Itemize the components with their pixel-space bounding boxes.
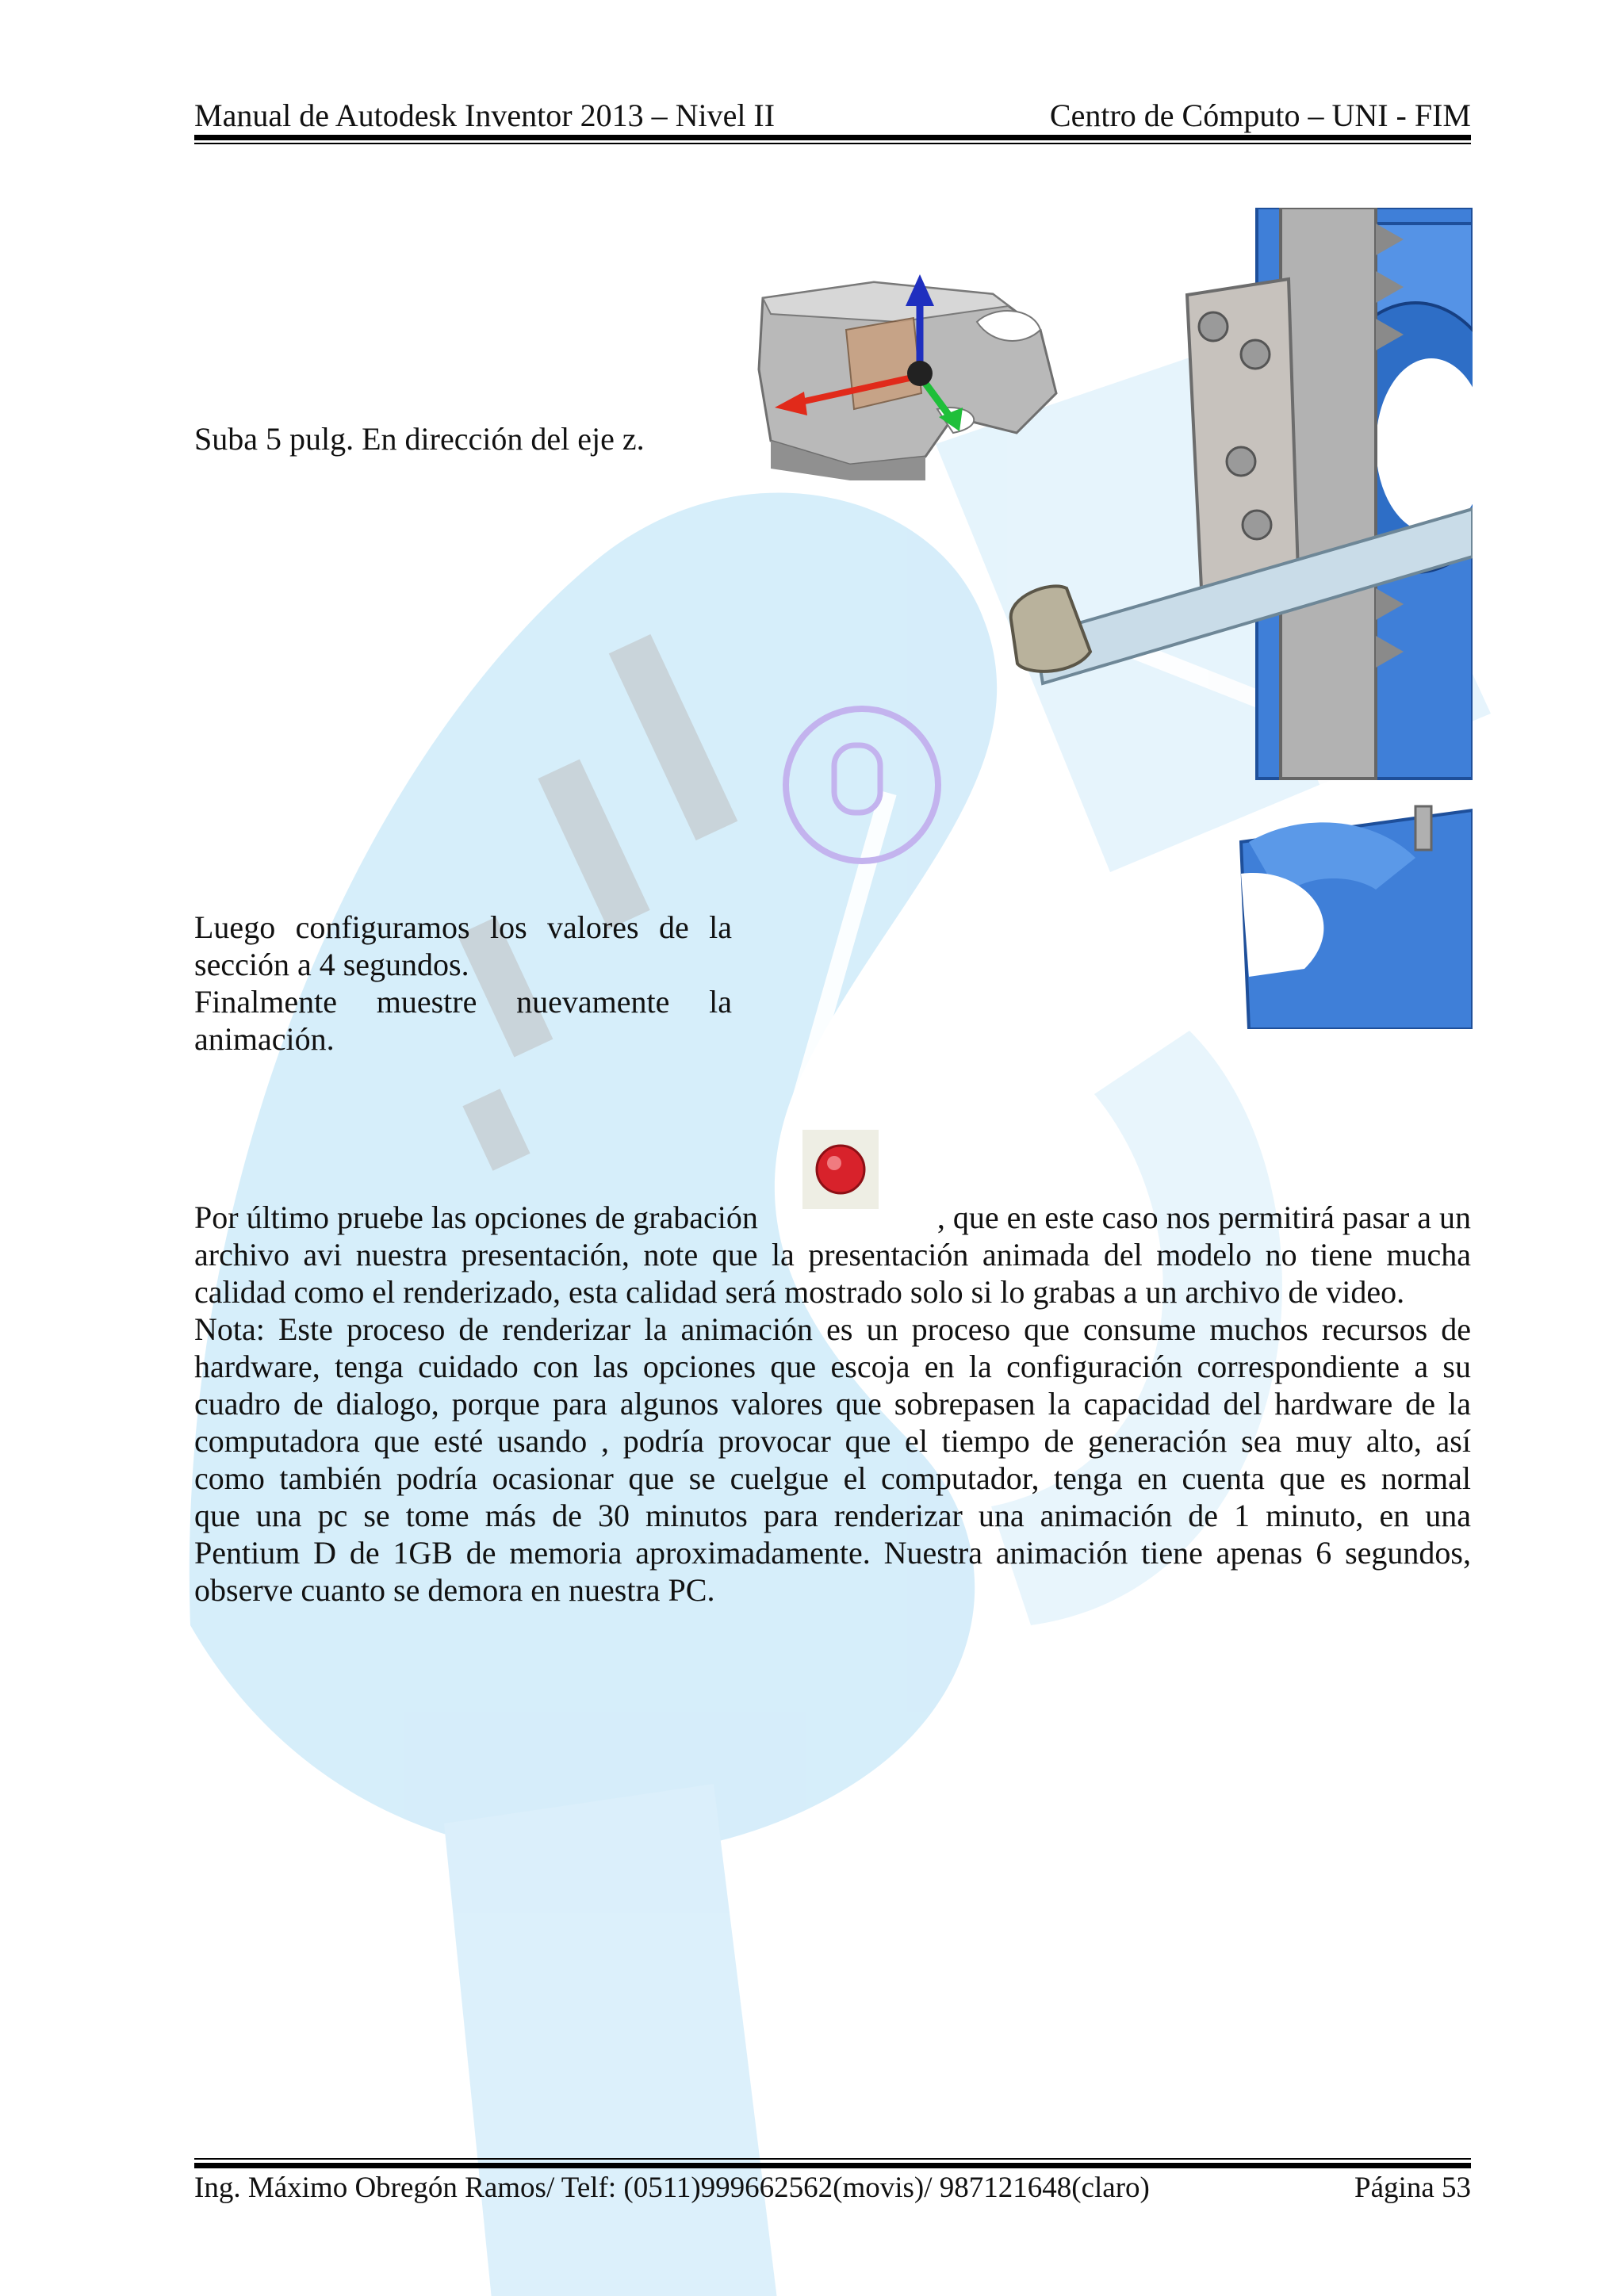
note-line: cuadro de dialogo, porque para algunos valores que sobrepasen la capacidad del hardware de la xyxy=(194,1386,1471,1422)
step2-line: Finalmente muestre nuevamente la xyxy=(194,984,732,1020)
step1-text: Suba 5 pulg. En dirección del eje z. xyxy=(194,421,645,457)
note-line: hardware, tenga cuidado con las opciones que escoja en la configuración correspondiente a su xyxy=(194,1349,1471,1384)
recording-line: archivo avi nuestra presentación, note que la presentación animada del modelo no tiene mucha xyxy=(194,1237,1471,1272)
footer-author: Ing. Máximo Obregón Ramos/ Telf: (0511)999662562(movis)/ 987121648(claro) xyxy=(194,2172,1150,2204)
footer-rule-thick xyxy=(194,2163,1471,2168)
recording-line: calidad como el renderizado, esta calidad será mostrado solo si lo grabas a un archivo de video. xyxy=(194,1274,1405,1310)
note-line: como también podría ocasionar que se cuelgue el computador, tenga en cuenta que es normal xyxy=(194,1460,1471,1496)
step2-line: Luego configuramos los valores de la xyxy=(194,909,732,945)
header-title: Manual de Autodesk Inventor 2013 – Nivel II xyxy=(194,98,776,133)
page-footer xyxy=(194,2171,1471,2210)
step2-block xyxy=(194,909,732,1058)
note-line: que una pc se tome más de 30 minutos para renderizar una animación de 1 minuto, en una xyxy=(194,1498,1471,1533)
step2-line: animación. xyxy=(194,1021,335,1057)
recording-text-after: , que en este caso nos permitirá pasar a un xyxy=(936,1200,1471,1235)
note-line: Nota: Este proceso de renderizar la animación es un proceso que consume muchos recursos de xyxy=(194,1311,1471,1347)
recording-text-before: Por último pruebe las opciones de grabación xyxy=(194,1200,758,1235)
assembly-render-figure xyxy=(1003,208,1473,1029)
note-line: computadora que esté usando , podría provocar que el tiempo de generación sea muy alto, así xyxy=(194,1423,1471,1459)
header-rule-thin xyxy=(194,143,1471,144)
header-institution: Centro de Cómputo – UNI - FIM xyxy=(1049,98,1471,133)
note-line: Pentium D de 1GB de memoria aproximadamente. Nuestra animación tiene apenas 6 segundos, xyxy=(194,1535,1471,1571)
recording-first-line xyxy=(194,1199,1471,1236)
step2-line: sección a 4 segundos. xyxy=(194,947,469,982)
header-rule-thick xyxy=(194,135,1471,140)
recording-paragraph xyxy=(194,1199,1471,1609)
note-line: observe cuanto se demora en nuestra PC. xyxy=(194,1572,715,1608)
footer-rule-thin xyxy=(194,2158,1471,2160)
record-button-icon xyxy=(802,1130,879,1209)
page-number: Página 53 xyxy=(1354,2172,1471,2204)
